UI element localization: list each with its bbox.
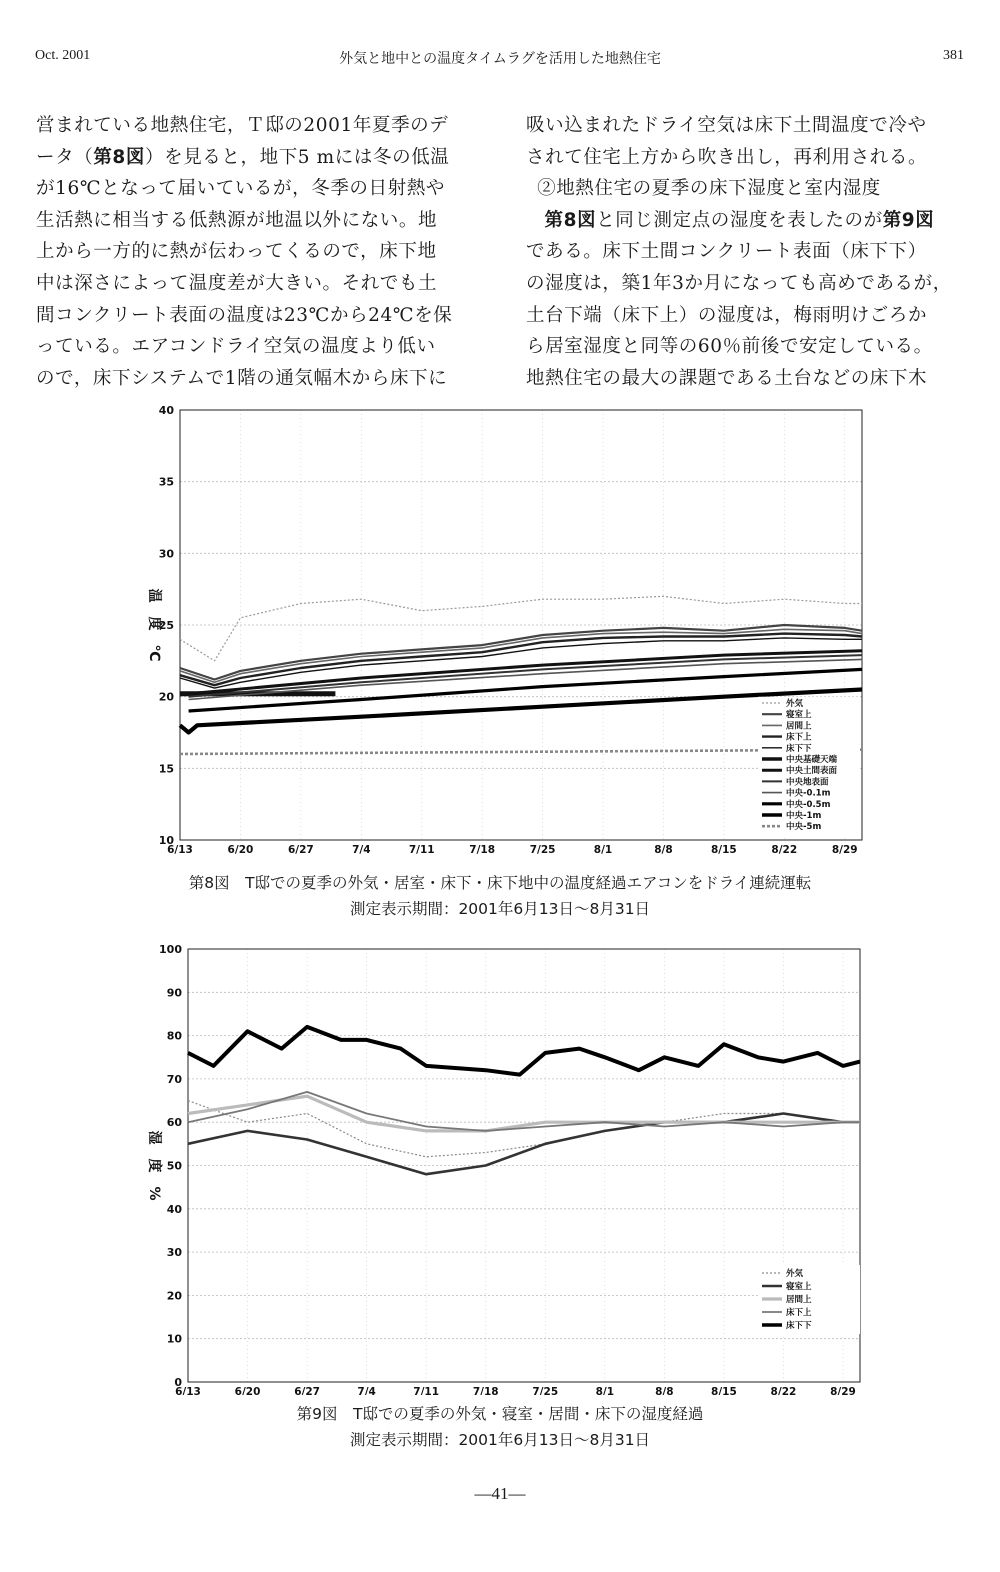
y-axis-label: 湿 度 % (146, 1130, 162, 1201)
y-tick-label: 80 (166, 1029, 182, 1043)
legend-entry: 外気 (786, 1269, 804, 1279)
y-tick-label: 35 (158, 475, 174, 489)
legend-entry: 中央地表面 (786, 777, 829, 788)
page-number: 381 (943, 48, 964, 63)
y-tick-label: 30 (158, 547, 174, 561)
legend-entry: 中央-0.5m (786, 799, 831, 810)
x-tick-label: 7/25 (532, 1386, 559, 1395)
x-tick-label: 8/29 (831, 844, 858, 856)
y-tick-label: 25 (158, 619, 174, 632)
series-line (188, 1096, 860, 1131)
figure9-caption: 第9図 T邸での夏季の外気・寝室・居間・床下の湿度経過 (296, 1405, 704, 1423)
text-segment: ータ（ (36, 146, 94, 168)
y-tick-label: 90 (166, 986, 182, 1000)
x-tick-label: 8/1 (595, 1386, 615, 1395)
left-column (36, 110, 486, 394)
y-tick-label: 60 (166, 1116, 182, 1130)
x-tick-label: 7/4 (352, 844, 371, 856)
y-tick-label: 20 (158, 690, 174, 704)
figure-ref: 第8図 (544, 209, 597, 231)
figure8-caption: 第8図 T邸での夏季の外気・居室・床下・床下地中の温度経過エアコンをドライ連続運転 (188, 874, 812, 892)
figure-ref: 第8図 (93, 146, 145, 168)
text-line (526, 205, 976, 237)
x-tick-label: 8/29 (830, 1386, 856, 1395)
x-tick-label: 8/8 (655, 1386, 674, 1395)
humidity-chart (130, 940, 880, 1395)
text-line: が16℃となって届いているが，冬季の日射熱や (36, 178, 445, 200)
x-tick-label: 7/25 (529, 844, 556, 856)
journal-date: Oct. 2001 (35, 48, 91, 63)
text-line: されて住宅上方から吹き出し，再利用される。 (526, 146, 928, 168)
text-line: っている。エアコンドライ空気の温度より低い (36, 336, 436, 358)
legend-entry: 居間上 (786, 721, 812, 732)
x-tick-label: 8/22 (771, 844, 798, 856)
x-tick-label: 7/11 (413, 1386, 440, 1395)
legend-entry: 居間上 (786, 1295, 812, 1305)
section-heading: ②地熱住宅の夏季の床下湿度と室内湿度 (537, 178, 881, 200)
legend-entry: 床下上 (786, 1308, 812, 1318)
x-tick-label: 6/27 (294, 1386, 320, 1395)
legend-entry: 寝室上 (786, 710, 812, 721)
text-segment: ）を見ると，地下5 mには冬の低温 (145, 146, 450, 168)
page-footer: —41— (474, 1484, 526, 1503)
x-tick-label: 7/4 (357, 1386, 376, 1395)
x-tick-label: 6/27 (287, 844, 314, 856)
text-line: の湿度は，築1年3か月になっても高めであるが， (526, 272, 952, 294)
text-line: ら居室湿度と同等の60％前後で安定している。 (526, 336, 933, 358)
figure8-period: 測定表示期間：2001年6月13日〜8月31日 (349, 900, 651, 918)
text-line: 地熱住宅の最大の課題である土台などの床下木 (526, 367, 928, 389)
x-tick-label: 7/18 (472, 1386, 499, 1395)
y-axis-label: 温 度 ℃ (146, 588, 162, 662)
text-segment: と同じ測定点の湿度を表したのが (596, 209, 883, 231)
y-tick-label: 30 (166, 1246, 182, 1260)
legend-entry: 寝室上 (786, 1282, 812, 1292)
text-line: 土台下端（床下上）の湿度は，梅雨明けごろか (526, 304, 928, 326)
figure9-period: 測定表示期間：2001年6月13日〜8月31日 (349, 1431, 651, 1449)
y-tick-label: 50 (166, 1159, 182, 1173)
right-column (526, 110, 976, 394)
x-tick-label: 7/11 (408, 844, 435, 856)
running-title: 外気と地中との温度タイムラグを活用した地熱住宅 (339, 51, 661, 67)
legend-entry: 中央基礎天端 (786, 755, 838, 765)
text-line: 営まれている地熱住宅，Ｔ邸の2001年夏季のデ (36, 115, 449, 136)
y-tick-label: 15 (158, 762, 174, 776)
text-line: 間コンクリート表面の温度は23℃から24℃を保 (36, 304, 453, 326)
x-tick-label: 8/15 (711, 1386, 737, 1395)
text-line: 吸い込まれたドライ空気は床下土間温度で冷や (526, 115, 927, 136)
legend-entry: 中央-5m (786, 822, 822, 833)
legend-entry: 床下上 (786, 732, 812, 743)
x-tick-label: 8/15 (710, 844, 737, 856)
x-tick-label: 6/20 (234, 1386, 261, 1395)
x-tick-label: 8/1 (593, 844, 613, 856)
legend-entry: 中央-1m (786, 811, 822, 821)
legend-entry: 外気 (786, 699, 804, 709)
series-line (188, 1027, 860, 1075)
legend-entry: 床下下 (786, 743, 812, 754)
x-tick-label: 8/8 (654, 844, 673, 856)
text-line: 上から一方的に熱が伝わってくるので，床下地 (36, 241, 437, 263)
text-line: 生活熱に相当する低熱源が地温以外にない。地 (36, 209, 438, 231)
y-tick-label: 20 (166, 1289, 182, 1303)
text-line: ので，床下システムで1階の通気幅木から床下に (36, 367, 448, 389)
legend-entry: 中央土間表面 (786, 766, 838, 777)
y-tick-label: 10 (158, 834, 174, 847)
y-tick-label: 0 (174, 1376, 182, 1389)
figure-ref: 第9図 (882, 209, 935, 231)
legend-entry: 床下下 (786, 1321, 812, 1331)
temperature-chart (130, 400, 880, 860)
x-tick-label: 8/22 (770, 1386, 797, 1395)
y-tick-label: 40 (166, 1202, 182, 1216)
text-line: である。床下土間コンクリート表面（床下下） (526, 241, 927, 263)
x-tick-label: 6/13 (167, 844, 193, 856)
text-line: 中は深さによって温度差が大きい。それでも土 (36, 272, 438, 294)
y-tick-label: 40 (158, 404, 174, 417)
y-tick-label: 70 (166, 1072, 182, 1086)
x-tick-label: 6/20 (227, 844, 254, 856)
y-tick-label: 10 (166, 1332, 182, 1346)
x-tick-label: 7/18 (469, 844, 496, 856)
text-line (36, 142, 486, 174)
legend-entry: 中央-0.1m (786, 788, 831, 799)
y-tick-label: 100 (159, 943, 182, 956)
x-tick-label: 6/13 (175, 1386, 201, 1395)
